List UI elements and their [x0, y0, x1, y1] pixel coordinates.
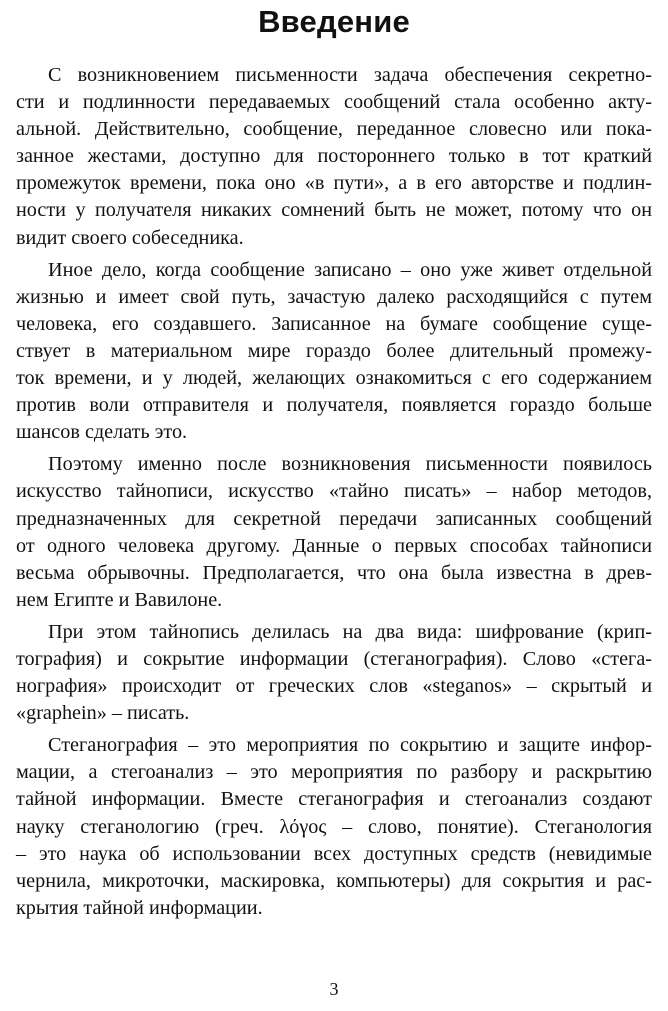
text-line: тайной информации. Вместе стеганография и стегоанализ создают	[16, 788, 652, 811]
paragraph	[16, 732, 652, 922]
paragraph	[16, 451, 652, 614]
text-line: – это наука об использовании всех доступных средств (невидимые	[16, 842, 652, 865]
paragraph	[16, 62, 652, 252]
text-line: науку стеганологию (греч. λόγος – слово, понятие). Стеганология	[16, 815, 652, 838]
paragraph	[16, 619, 652, 727]
text-line: «graphein» – писать.	[16, 702, 190, 725]
text-line: альной. Действительно, сообщение, переданное словесно или пока-	[16, 118, 652, 141]
page-number: 3	[329, 979, 339, 999]
text-line: против воли отправителя и получателя, появляется гораздо больше	[16, 394, 652, 417]
text-line: ности у получателя никаких сомнений быть не может, потому что он	[16, 199, 652, 222]
body-text	[16, 62, 652, 927]
text-line: чернила, микроточки, маскировка, компьютеры) для сокрытия и рас-	[16, 869, 652, 892]
text-line: нем Египте и Вавилоне.	[16, 588, 223, 611]
page-title: Введение	[258, 4, 410, 39]
text-line: шансов сделать это.	[16, 421, 188, 444]
text-line: При этом тайнопись делилась на два вида: шифрование (крип-	[48, 620, 652, 643]
text-line: видит своего собеседника.	[16, 226, 244, 249]
paragraph	[16, 257, 652, 447]
text-line: искусство тайнописи, искусство «тайно писать» – набор методов,	[16, 480, 652, 503]
text-line: С возникновением письменности задача обеспечения секретно-	[48, 64, 652, 86]
text-line: жизнью и имеет свой путь, зачастую далеко расходящийся с путем	[16, 285, 652, 308]
text-line: мации, а стегоанализ – это мероприятия по разбору и раскрытию	[16, 761, 652, 784]
text-line: ствует в материальном мире гораздо более длительный промежу-	[16, 339, 652, 362]
text-line: Стеганография – это мероприятия по сокрытию и защите инфор-	[48, 734, 652, 757]
text-line: ток времени, и у людей, желающих ознакомиться с его содержанием	[16, 367, 652, 390]
text-line: промежуток времени, пока оно «в пути», а в его авторстве и подлин-	[16, 172, 652, 195]
text-line: Иное дело, когда сообщение записано – оно уже живет отдельной	[48, 258, 652, 281]
text-line: предназначенных для секретной передачи записанных сообщений	[16, 507, 652, 530]
text-line: сти и подлинности передаваемых сообщений стала особенно акту-	[16, 91, 652, 114]
text-line: нография» происходит от греческих слов «steganos» – скрытый и	[16, 675, 652, 698]
text-line: весьма обрывочны. Предполагается, что она была известна в древ-	[16, 561, 652, 584]
text-line: от одного человека другому. Данные о первых способах тайнописи	[16, 534, 652, 557]
text-line: занное жестами, доступно для постороннего только в тот краткий	[16, 145, 652, 168]
text-line: тография) и сокрытие информации (стеганография). Слово «стега-	[16, 647, 652, 670]
text-line: крытия тайной информации.	[16, 896, 263, 919]
text-line: человека, его создавшего. Записанное на бумаге сообщение суще-	[16, 312, 652, 335]
text-line: Поэтому именно после возникновения письменности появилось	[48, 453, 652, 476]
